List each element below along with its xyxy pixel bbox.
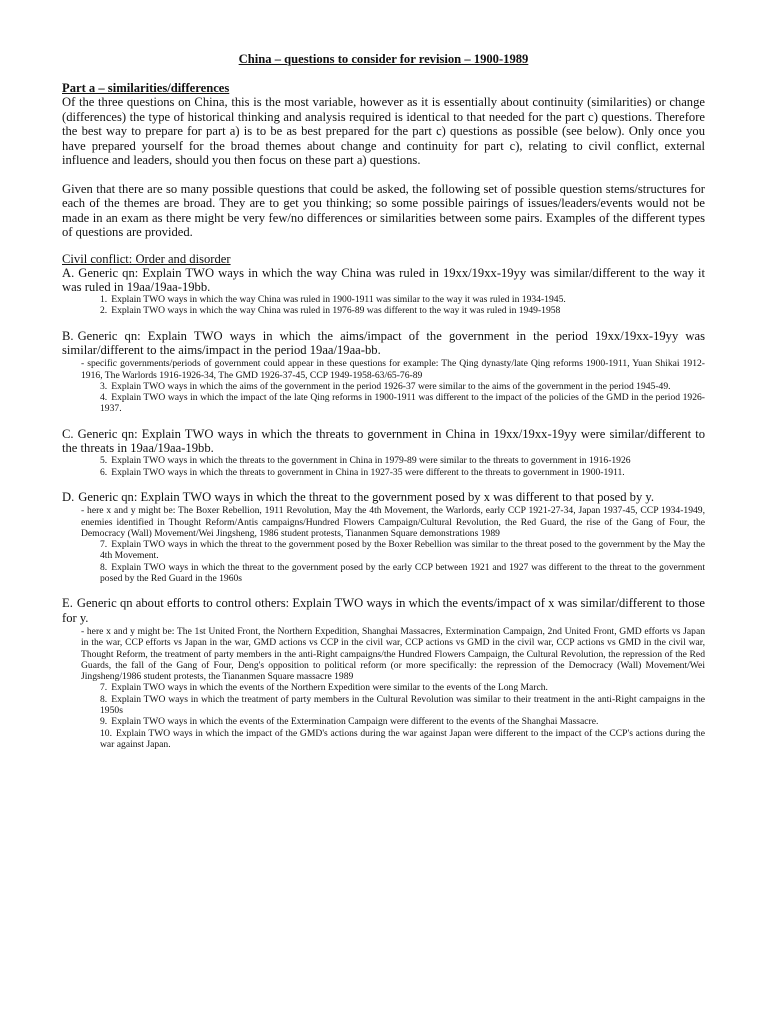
- generic-question: [62, 490, 705, 504]
- example-question: [100, 562, 705, 585]
- block-note: - here x and y might be: The 1st United Front, the Northern Expedition, Shanghai Massacres, Extermination Campaign, 2nd United Front, GMD efforts vs Japan in the war, CCP efforts vs Japan in the war, GMD actions vs CCP in the civil war, CCP actions vs GMD in the civil war, CCP actions vs GMD in the civil war, Thought Reform, the treatment of party members in the anti-Right campaigns/the Hundred Flowers Campaign, the Cultural Revolution, the repression of the Red Guards, the fall of the Gang of Four, Deng's opposition to political reform (or more specifically: the repression of the Democracy (Wall) Movement/Wei Jingsheng/1986 student protests, the Tiananmen Square massacre 1989: [81, 625, 705, 683]
- intro-paragraph-2: Given that there are so many possible questions that could be asked, the following set of possible question stems/structures for each of the themes are broad. They are to get you thinking; so some possible pairings of issues/leaders/events would not be made in an exam as there might be very few/no differences or similarities between some pairs. Examples of the different types of questions are provided.: [62, 181, 705, 239]
- block-letter: D.: [62, 489, 75, 504]
- generic-question: [62, 266, 705, 295]
- example-question: [100, 305, 705, 316]
- example-number: 6.: [100, 466, 108, 478]
- example-number: 8.: [100, 693, 108, 705]
- example-number: 4.: [100, 392, 108, 404]
- example-number: 10.: [100, 727, 112, 739]
- example-question: [100, 467, 705, 478]
- generic-question-text: Generic qn: Explain TWO ways in which the aims/impact of the government in the period 19xx/19xx-19yy was similar/different to the aims/impact in the period 19aa/19aa-bb.: [62, 328, 705, 357]
- intro-paragraph-1: Of the three questions on China, this is the most variable, however as it is essentially about continuity (similarities) or change (differences) the type of historical thinking and analysis required is identical to that needed for the part c) questions. Therefore the best way to prepare for part a) is to be as best prepared for the part c) questions as possible (see below). Only once you have prepared yourself for the broad themes about change and continuity for part c), relating to civil conflict, external influence and leaders, should you then focus on these part a) questions.: [62, 95, 705, 167]
- example-number: 2.: [100, 305, 108, 317]
- example-text: Explain TWO ways in which the threat to the government posed by the Boxer Rebellion was similar to the threat posed to the government by the May the 4th Movement.: [100, 539, 705, 562]
- block-letter: B.: [62, 328, 74, 343]
- example-question: [100, 682, 705, 693]
- generic-question-text: Generic qn: Explain TWO ways in which the threats to government in China in 19xx/19xx-19yy were similar/different to the threats in 19aa/19aa-19bb.: [62, 426, 705, 456]
- generic-question-text: Generic qn: Explain TWO ways in which the threat to the government posed by x was different to that posed by y.: [78, 489, 655, 504]
- example-text: Explain TWO ways in which the way China was ruled in 1976-89 was different to the way it was ruled in 1949-1958: [111, 305, 561, 317]
- example-question: [100, 392, 705, 415]
- block-note: - specific governments/periods of government could appear in these questions for example: The Qing dynasty/late Qing reforms 1900-1911, Yuan Shikai 1912-1916, The Warlords 1916-1926-34, The GMD 1926-37-45, CCP 1949-1958-63/65-76-89: [81, 358, 705, 381]
- generic-question-text: Generic qn about efforts to control others: Explain TWO ways in which the events/impact of x was similar/different to those for y.: [62, 596, 705, 625]
- example-text: Explain TWO ways in which the way China was ruled in 1900-1911 was similar to the way it was ruled in 1934-1945.: [111, 294, 566, 306]
- question-block-b: [62, 329, 705, 415]
- example-number: 7.: [100, 682, 108, 694]
- example-text: Explain TWO ways in which the threat to the government posed by the early CCP between 1921 and 1927 was different to the threat to the government posed by the Red Guard in the 1960s: [100, 561, 705, 585]
- example-text: Explain TWO ways in which the threats to government in China in 1927-35 were different to the threats to government in 1900-1911.: [111, 466, 625, 478]
- example-text: Explain TWO ways in which the impact of the late Qing reforms in 1900-1911 was different to the impact of the policies of the GMD in the period 1926-1937.: [100, 392, 705, 415]
- example-number: 5.: [100, 455, 108, 467]
- example-number: 1.: [100, 294, 108, 306]
- part-a-heading: Part a – similarities/differences: [62, 81, 230, 95]
- example-question: [100, 539, 705, 562]
- block-letter: A.: [62, 265, 75, 280]
- page-title: China – questions to consider for revision – 1900-1989: [238, 52, 529, 66]
- question-block-d: [62, 490, 705, 584]
- question-block-a: [62, 266, 705, 317]
- example-question: [100, 455, 705, 466]
- example-text: Explain TWO ways in which the threats to the government in China in 1979-89 were similar to the threats to government in 1916-1926: [111, 455, 631, 467]
- generic-question: [62, 329, 705, 358]
- example-question: [100, 694, 705, 717]
- generic-question: [62, 596, 705, 625]
- section-heading: Civil conflict: Order and disorder: [62, 251, 231, 266]
- generic-question-text: Generic qn: Explain TWO ways in which the way China was ruled in 19xx/19xx-19yy was similar/different to the way it was ruled in 19aa/19aa-19bb.: [62, 265, 705, 294]
- example-question: [100, 728, 705, 751]
- block-letter: E.: [62, 596, 73, 611]
- question-block-e: [62, 596, 705, 750]
- example-text: Explain TWO ways in which the aims of the government in the period 1926-37 were similar to the aims of the government in the period 1945-49.: [111, 380, 671, 392]
- example-number: 8.: [100, 561, 108, 573]
- example-number: 7.: [100, 539, 108, 551]
- block-letter: C.: [62, 426, 74, 441]
- example-question: [100, 716, 705, 727]
- example-question: [100, 381, 705, 392]
- question-block-c: [62, 427, 705, 478]
- example-text: Explain TWO ways in which the events of the Extermination Campaign were different to the events of the Shanghai Massacre.: [111, 716, 599, 728]
- example-text: Explain TWO ways in which the events of the Northern Expedition were similar to the events of the Long March.: [111, 682, 548, 694]
- example-text: Explain TWO ways in which the treatment of party members in the Cultural Revolution was similar to their treatment in the anti-Right campaigns in the 1950s: [100, 693, 705, 716]
- example-text: Explain TWO ways in which the impact of the GMD's actions during the war against Japan were different to the impact of the CCP's actions during the war against Japan.: [100, 727, 705, 750]
- example-number: 3.: [100, 380, 108, 392]
- example-question: [100, 294, 705, 305]
- generic-question: [62, 427, 705, 456]
- example-number: 9.: [100, 716, 108, 728]
- block-note: - here x and y might be: The Boxer Rebellion, 1911 Revolution, May the 4th Movement, the Warlords, early CCP 1921-27-34, Japan 1937-45, CCP 1934-1949, enemies identified in Thought Reform/Antis campaigns/Hundred Flowers Campaign/Cultural Revolution, the Red Guard, the rise of the Gang of Four, the Democracy (Wall) Movement/Wei Jingsheng, 1986 student protests, Tiananmen Square demonstrations 1989: [81, 505, 705, 539]
